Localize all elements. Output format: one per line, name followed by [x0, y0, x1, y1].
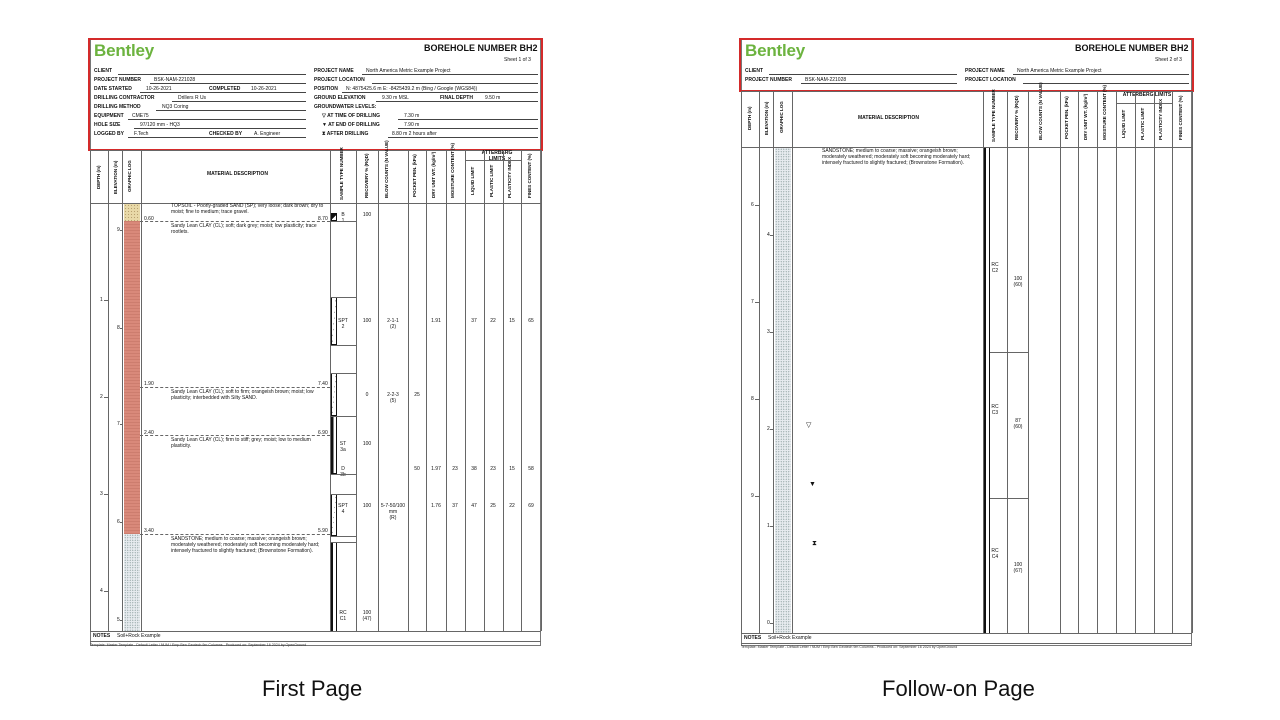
- date-started-label: DATE STARTED: [94, 86, 132, 92]
- gw-after-label: ⧗ AFTER DRILLING: [322, 131, 369, 137]
- p1-elev-tick-label: 7: [117, 421, 120, 427]
- p1-depth-tick: [104, 397, 108, 398]
- p1-sample-id: B 1: [341, 212, 345, 224]
- p1-sample-sep: [330, 416, 356, 417]
- p1-elev-tick-label: 8: [117, 325, 120, 331]
- project-number-value-p2: BSK-NAM-221028: [805, 77, 847, 83]
- p1-moisture: 23: [452, 466, 458, 472]
- p1-dry-unit-wt: 1.97: [431, 466, 441, 472]
- p2-core-bar: [984, 148, 990, 633]
- col-fines-header: FINES CONTENT (%): [527, 153, 532, 198]
- p2-col-moisture-header: MOISTURE CONTENT (%): [1102, 85, 1107, 140]
- p2-layer-desc-sandstone: SANDSTONE; medium to coarse; massive; orangeish brown; moderately weathered; moderately soft becoming moderately hard; intensely fractured to slightly fractured; (Brownstone Formation).: [822, 148, 971, 166]
- p2-col-line: [741, 91, 742, 633]
- col-depth-header: DEPTH (m): [96, 165, 101, 189]
- p2-depth-tick: [755, 302, 759, 303]
- p1-col-line: [408, 150, 409, 631]
- contractor-value: Drillers R Us: [178, 95, 207, 101]
- p1-plasticity-index: 22: [509, 503, 515, 509]
- caption-first-page: First Page: [262, 676, 363, 701]
- footer-p1: Template: Master Template - Default Letter / NUM / Emp Ben Geotech 9m Columns - Produced on: September 16 2024 by OpenGround: [90, 643, 307, 647]
- method-value: NQ3 Coring: [162, 104, 189, 110]
- p2-elev-tick-label: 3: [767, 329, 770, 335]
- p2-col-graphic-header: GRAPHIC LOG: [779, 101, 784, 133]
- p1-fines-content: 65: [528, 318, 534, 324]
- ground-elevation-label: GROUND ELEVATION: [314, 95, 366, 101]
- p1-sample-id: RC C1: [339, 610, 347, 622]
- p2-col-line: [1028, 91, 1029, 633]
- p1-depth-tick-label: 2: [100, 394, 103, 400]
- p1-fines-content: 69: [528, 503, 534, 509]
- p2-elev-tick-label: 1: [767, 523, 770, 529]
- p2-col-line: [1192, 91, 1193, 633]
- p1-col-line: [465, 150, 466, 631]
- p1-sample-sep: [330, 542, 356, 543]
- p2-col-depth-header: DEPTH (m): [747, 106, 752, 130]
- footer-p2: Template: Master Template - Default Letter / NUM / Emp Ben Geotech 9m Columns - Produced on: September 16 2024 by OpenGround: [741, 645, 958, 649]
- gw-time-icon: ▽: [322, 113, 326, 119]
- col-material-header: MATERIAL DESCRIPTION: [207, 171, 268, 177]
- sheet-number: Sheet 1 of 3: [504, 57, 531, 63]
- notes-value-p1: Soil+Rock Example: [117, 633, 161, 639]
- notes-label-p1: NOTES: [93, 633, 111, 639]
- bentley-logo-page-2: Bentley: [745, 41, 806, 60]
- p1-sample-id: SPT 4: [338, 503, 348, 515]
- position-value: N: 4875425.6 m E: -8425439.2 m (Bing / Google (WGS84)): [346, 86, 478, 92]
- layer-desc-clay-1: Sandy Lean CLAY (CL); soft; dark grey; moist; low plasticity; trace rootlets.: [171, 223, 317, 235]
- p1-moisture: 37: [452, 503, 458, 509]
- p2-elev-tick: [770, 332, 773, 333]
- p1-sample-sep: [330, 536, 356, 537]
- p2-sample-id: RC C4: [991, 548, 999, 560]
- gw-time-value: 7.30 m: [404, 113, 420, 119]
- contractor-label: DRILLING CONTRACTOR: [94, 95, 155, 101]
- p2-elev-tick-label: 2: [767, 426, 770, 432]
- caption-follow-on-page: Follow-on Page: [882, 676, 1035, 701]
- p2-col-line: [759, 91, 760, 633]
- p2-sample-id: RC C2: [991, 262, 999, 274]
- p2-col-line: [1078, 91, 1079, 633]
- p2-col-blow-header: BLOW COUNTS (N VALUE): [1038, 82, 1043, 140]
- p1-col-line: [108, 150, 109, 631]
- bentley-logo: Bentley: [94, 41, 155, 60]
- p1-sample-sep: [330, 221, 356, 222]
- p2-col-pl-header: PLASTIC LIMIT: [1140, 107, 1145, 140]
- p2-col-elevation-header: ELEVATION (m): [764, 101, 769, 135]
- p1-plastic-limit: 25: [490, 503, 496, 509]
- p1-plasticity-index: 15: [509, 318, 515, 324]
- client-label: CLIENT: [94, 68, 113, 74]
- p1-liquid-limit: 38: [471, 466, 477, 472]
- completed-value: 10-26-2021: [251, 86, 277, 92]
- p2-col-line: [1172, 91, 1173, 633]
- layer-desc-clay-3: Sandy Lean CLAY (CL); firm to stiff; grey; moist; low to medium plasticity.: [171, 437, 311, 449]
- p1-dry-unit-wt: 1.76: [431, 503, 441, 509]
- p1-col-line: [378, 150, 379, 631]
- p2-col-line: [1116, 91, 1117, 633]
- p1-elev-tick: [120, 620, 123, 621]
- p2-depth-tick: [755, 496, 759, 497]
- p1-sample-sep: [330, 474, 356, 475]
- col-elevation-header: ELEVATION (m): [113, 160, 118, 194]
- p2-recovery: 100 (67): [1013, 562, 1023, 574]
- p2-col-line: [1135, 91, 1136, 633]
- notes-label-p2: NOTES: [744, 635, 762, 641]
- layer-desc-clay-2: Sandy Lean CLAY (CL); soft to firm; orangeish brown; moist; low plasticity; interbedded with Silty SAND.: [171, 389, 314, 401]
- col-graphic-header: GRAPHIC LOG: [127, 160, 132, 192]
- position-label: POSITION: [314, 86, 338, 92]
- gw-end-value: 7.90 m: [404, 122, 420, 128]
- layer1-elev: 8.70: [318, 216, 328, 222]
- p1-recovery: 100 (47): [362, 610, 372, 622]
- p1-plasticity-index: 15: [509, 466, 515, 472]
- hole-size-label: HOLE SIZE: [94, 122, 121, 128]
- col-sample-header: SAMPLE TYPE NUMBER: [339, 147, 344, 200]
- checked-by-label: CHECKED BY: [209, 131, 243, 137]
- p2-col-dry-header: DRY UNIT WT. (kg/m³): [1083, 93, 1088, 140]
- p1-sample-id: ST 3a: [339, 441, 347, 453]
- p1-col-line: [446, 150, 447, 631]
- p1-elev-tick: [120, 424, 123, 425]
- layer4-elev: 5.90: [318, 528, 328, 534]
- layer2-elev: 7.40: [318, 381, 328, 387]
- p2-depth-tick: [755, 205, 759, 206]
- gw-time-marker-icon: ▽: [806, 422, 812, 429]
- col-moisture-header: MOISTURE CONTENT (%): [450, 143, 455, 198]
- sheet-number-page-2: Sheet 2 of 3: [1155, 57, 1182, 63]
- p1-recovery: 100: [362, 318, 372, 324]
- gw-end-icon: ▼: [322, 122, 327, 128]
- p1-blow-count: 2-1-1 (2): [387, 318, 399, 330]
- p1-col-line: [426, 150, 427, 631]
- p1-recovery: 100: [362, 212, 372, 218]
- project-number-value: BSK-NAM-221028: [154, 77, 196, 83]
- sample-bar-spt4: [331, 494, 337, 536]
- p1-recovery: 100: [362, 503, 372, 509]
- p1-elev-tick: [120, 230, 123, 231]
- p1-sample-sep: [330, 494, 356, 495]
- p2-graphic-sandstone: [775, 148, 791, 633]
- p1-col-line: [90, 150, 91, 631]
- gw-after-value: 8.80 m 2 hours after: [392, 131, 437, 137]
- layer1-depth: 0.60: [144, 216, 154, 222]
- p2-recovery: 87 (60): [1013, 418, 1023, 430]
- p2-col-pocket-header: POCKET PEN. (kPa): [1064, 96, 1069, 140]
- col-blow-header: BLOW COUNTS (N VALUE): [384, 140, 389, 198]
- layer2-depth: 1.90: [144, 381, 154, 387]
- p2-col-pi-header: PLASTICITY INDEX: [1158, 98, 1163, 140]
- p2-col-sample-header: SAMPLE TYPE NUMBER: [991, 89, 996, 142]
- method-label: DRILLING METHOD: [94, 104, 141, 110]
- p2-col-line: [1060, 91, 1061, 633]
- p1-plastic-limit: 23: [490, 466, 496, 472]
- p2-run-sep: [990, 498, 1028, 499]
- client-label-p2: CLIENT: [745, 68, 764, 74]
- col-pi-header: PLASTICITY INDEX: [507, 156, 512, 198]
- project-number-label: PROJECT NUMBER: [94, 77, 141, 83]
- p2-elev-tick-label: 4: [767, 232, 770, 238]
- col-dry-header: DRY UNIT WT. (kg/m³): [431, 151, 436, 198]
- p1-sample-id: D 3b: [340, 466, 346, 478]
- graphic-topsoil: [124, 204, 140, 221]
- gw-end-label: ▼ AT END OF DRILLING: [322, 122, 380, 128]
- equipment-label: EQUIPMENT: [94, 113, 124, 119]
- p2-atterberg-line: [1116, 103, 1172, 104]
- p1-sample-sep: [330, 297, 356, 298]
- layer-desc-topsoil: TOPSOIL - Poorly-graded SAND (SP); very loose; dark brown; dry to moist; fine to medium; trace gravel.: [171, 203, 324, 215]
- p1-blow-count: 5-7-50/100 mm (R): [380, 503, 406, 521]
- gw-after-icon: ⧗: [322, 131, 326, 137]
- p2-depth-tick-label: 7: [751, 299, 754, 305]
- p1-depth-tick-label: 1: [100, 297, 103, 303]
- p1-liquid-limit: 37: [471, 318, 477, 324]
- p1-pocket-pen: 25: [414, 392, 420, 398]
- final-depth-label: FINAL DEPTH: [440, 95, 473, 101]
- project-name-label: PROJECT NAME: [314, 68, 354, 74]
- notes-value-p2: Soil+Rock Example: [768, 635, 812, 641]
- hole-size-value: 97/120 mm - HQ3: [140, 122, 180, 128]
- p1-fines-content: 58: [528, 466, 534, 472]
- p1-col-line: [541, 150, 542, 631]
- p1-depth-tick: [104, 300, 108, 301]
- layer3-depth: 2.40: [144, 430, 154, 436]
- p1-depth-tick-label: 4: [100, 588, 103, 594]
- project-location-label: PROJECT LOCATION: [314, 77, 365, 83]
- final-depth-value: 9.50 m: [485, 95, 501, 101]
- col-recovery-header: RECOVERY % (RQD): [364, 153, 369, 198]
- p2-col-recovery-header: RECOVERY % (RQD): [1014, 95, 1019, 140]
- p2-col-line: [792, 91, 793, 633]
- project-name-value: North America Metric Example Project: [366, 68, 451, 74]
- p1-atterberg-line: [465, 160, 521, 161]
- p1-elev-tick-label: 6: [117, 519, 120, 525]
- ground-elevation-value: 9.30 m MSL: [382, 95, 409, 101]
- p1-recovery: 0: [365, 392, 369, 398]
- p1-pocket-pen: 50: [414, 466, 420, 472]
- borehole-title: BOREHOLE NUMBER BH2: [424, 43, 538, 53]
- layer-desc-sandstone: SANDSTONE; medium to coarse; massive; orangeish brown; moderately weathered; moderately soft becoming moderately hard; intensely fractured to slightly fractured; (Brownstone Formation).: [171, 536, 320, 554]
- p2-col-line: [1097, 91, 1098, 633]
- col-pocket-header: POCKET PEN. (kPa): [412, 154, 417, 198]
- gw-end-marker-icon: ▼: [809, 481, 816, 488]
- p1-sample-id: SPT 2: [338, 318, 348, 330]
- p2-recovery: 100 (60): [1013, 276, 1023, 288]
- p2-col-line: [1154, 91, 1155, 633]
- p2-elev-tick: [770, 623, 773, 624]
- p1-sample-sep: [330, 373, 356, 374]
- p2-depth-tick-label: 8: [751, 396, 754, 402]
- p1-elev-tick-label: 9: [117, 227, 120, 233]
- p2-elev-tick: [770, 526, 773, 527]
- date-started-value: 10-26-2021: [146, 86, 172, 92]
- p1-recovery: 100: [362, 441, 372, 447]
- logged-by-label: LOGGED BY: [94, 131, 125, 137]
- p2-depth-tick: [755, 399, 759, 400]
- gw-time-label: ▽ AT TIME OF DRILLING: [322, 113, 381, 119]
- project-name-label-p2: PROJECT NAME: [965, 68, 1005, 74]
- p2-depth-tick-label: 9: [751, 493, 754, 499]
- p2-sample-id: RC C3: [991, 404, 999, 416]
- project-name-value-p2: North America Metric Example Project: [1017, 68, 1102, 74]
- p2-run-sep: [990, 352, 1028, 353]
- layer4-depth: 3.40: [144, 528, 154, 534]
- checked-by-value: A. Engineer: [254, 131, 281, 137]
- layer3-elev: 6.90: [318, 430, 328, 436]
- p1-sample-sep: [330, 345, 356, 346]
- sample-bar-spt: [331, 373, 337, 416]
- p2-elev-tick: [770, 429, 773, 430]
- col-ll-header: LIQUID LIMIT: [470, 166, 475, 196]
- p1-dry-unit-wt: 1.91: [431, 318, 441, 324]
- equipment-value: CME75: [132, 113, 149, 119]
- p1-plastic-limit: 22: [490, 318, 496, 324]
- p1-col-line: [521, 150, 522, 631]
- gw-after-marker-icon: ⧗: [812, 540, 817, 547]
- groundwater-label: GROUNDWATER LEVELS:: [314, 104, 377, 110]
- borehole-title-page-2: BOREHOLE NUMBER BH2: [1075, 43, 1189, 53]
- project-number-label-p2: PROJECT NUMBER: [745, 77, 792, 83]
- p1-elev-tick: [120, 522, 123, 523]
- p1-depth-tick: [104, 591, 108, 592]
- p2-elev-tick: [770, 235, 773, 236]
- p1-elev-tick-label: 5: [117, 617, 120, 623]
- p2-depth-tick-label: 6: [751, 202, 754, 208]
- p1-liquid-limit: 47: [471, 503, 477, 509]
- p1-blow-count: 2-2-3 (5): [387, 392, 399, 404]
- graphic-clay: [124, 221, 140, 534]
- p2-col-material-header: MATERIAL DESCRIPTION: [858, 115, 919, 121]
- col-atterberg-header: ATTERBERG LIMITS: [481, 150, 513, 162]
- p1-col-line: [141, 150, 142, 631]
- graphic-sandstone: [124, 534, 140, 631]
- col-pl-header: PLASTIC LIMIT: [489, 164, 494, 198]
- p1-depth-tick-label: 3: [100, 491, 103, 497]
- logged-by-value: F.Tech: [134, 131, 149, 137]
- p2-col-atterberg-header: ATTERBERG LIMITS: [1122, 92, 1172, 98]
- p2-elev-tick-label: 0: [767, 620, 770, 626]
- p1-depth-tick: [104, 494, 108, 495]
- p2-col-fines-header: FINES CONTENT (%): [1178, 95, 1183, 140]
- p1-col-line: [503, 150, 504, 631]
- p1-col-line: [484, 150, 485, 631]
- p2-col-line: [773, 91, 774, 633]
- project-location-label-p2: PROJECT LOCATION: [965, 77, 1016, 83]
- p2-col-ll-header: LIQUID LIMIT: [1121, 109, 1126, 139]
- p1-elev-tick: [120, 328, 123, 329]
- p1-col-line: [122, 150, 123, 631]
- completed-label: COMPLETED: [209, 86, 241, 92]
